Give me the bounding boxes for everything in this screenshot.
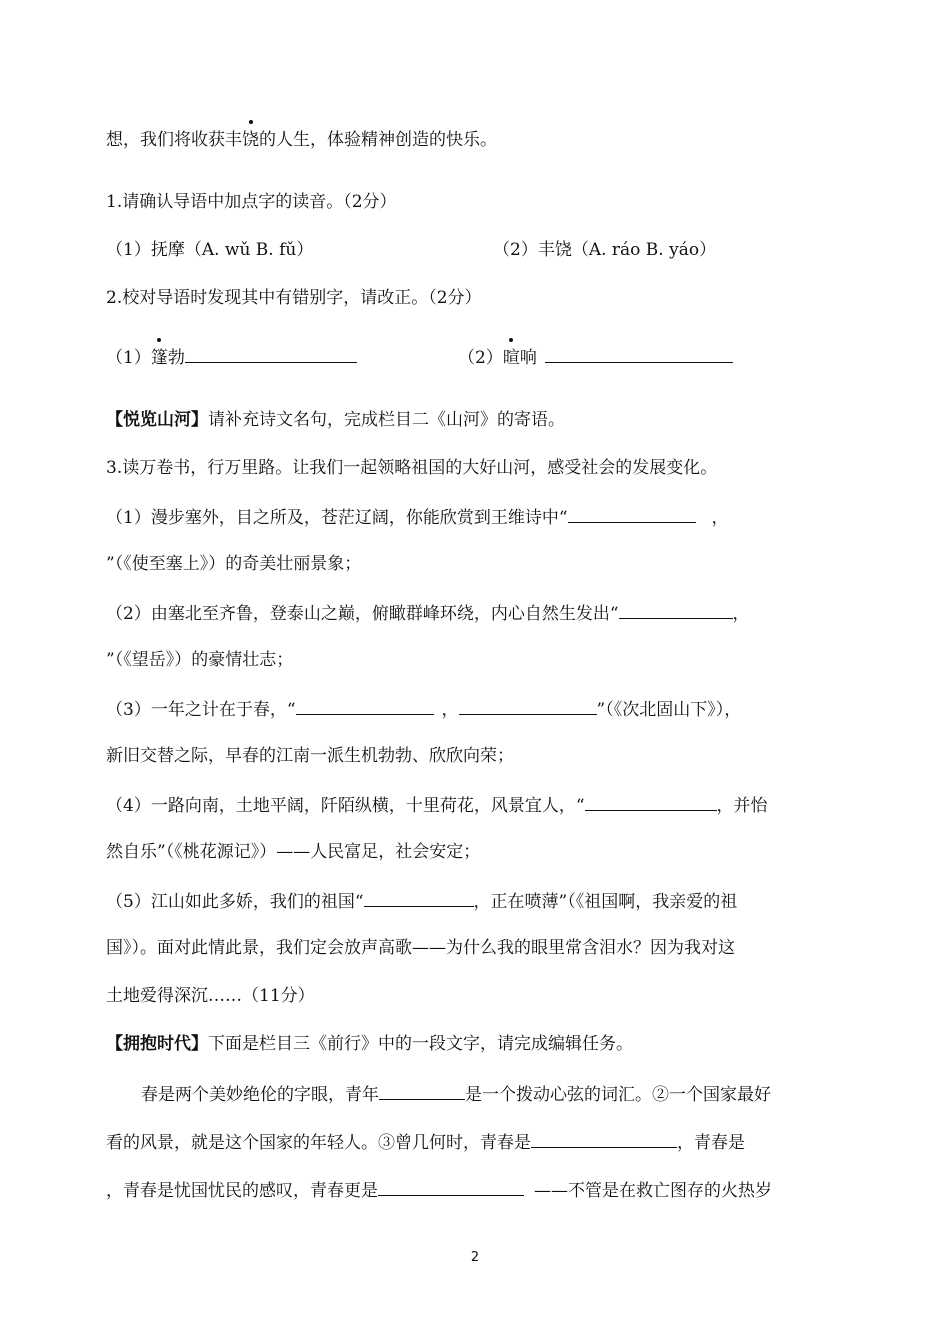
section-3-heading-line (106, 1032, 633, 1056)
question-3-part-3-cont: 新旧交替之际，早春的江南一派生机勃勃、欣欣向荣； (106, 746, 514, 766)
text-segment: （1）漫步塞外，目之所及，苍茫辽阔，你能欣赏到王维诗中“ (106, 508, 568, 528)
text-segment: 看的风景，就是这个国家的年轻人。③曾几何时，青春是 (106, 1133, 531, 1153)
question-3-part-2-cont: ”（《望岳》）的豪情壮志； (106, 650, 294, 670)
question-2-prompt: 2.校对导语时发现其中有错别字，请改正。（2分） (106, 288, 482, 308)
answer-blank[interactable] (568, 504, 696, 523)
dotted-char: 饶 (242, 130, 259, 150)
answer-blank[interactable] (378, 1177, 524, 1196)
question-1-option-1: （1）抚摩（A. wǔ B. fǔ） (106, 240, 314, 260)
item-number: （1） (106, 348, 151, 368)
question-3-part-4-cont: 然自乐”（《桃花源记》）——人民富足，社会安定； (106, 842, 481, 862)
text-segment: ”（《次北固山下》）， (596, 700, 742, 720)
answer-blank[interactable] (364, 888, 474, 907)
text-segment: ，青春是 (677, 1133, 745, 1153)
section-heading: 【拥抱时代】 (106, 1034, 208, 1054)
text-segment: 响 (519, 348, 537, 368)
answer-blank[interactable] (619, 600, 733, 619)
text-segment: ，并怡 (716, 796, 768, 816)
text-segment: 春是两个美妙绝伦的字眼，青年 (141, 1085, 379, 1105)
answer-blank[interactable] (185, 344, 357, 363)
answer-blank[interactable] (459, 696, 597, 715)
text-segment: ， (732, 604, 750, 624)
text-segment: 勃 (167, 348, 185, 368)
question-3-part-3 (106, 696, 741, 722)
text-line-1 (106, 128, 497, 152)
text-segment: ， (441, 700, 459, 720)
section-2-heading-line (106, 408, 565, 432)
question-2-item-2 (458, 344, 733, 370)
question-1-prompt: 1.请确认导语中加点字的读音。（2分） (106, 192, 397, 212)
item-number: （2） (458, 348, 503, 368)
text-segment: （5）江山如此多娇，我们的祖国“ (106, 892, 364, 912)
question-3-part-5-cont: 国》）。面对此情此景，我们定会放声高歌——为什么我的眼里常含泪水？因为我对这 (106, 938, 735, 958)
text-segment: （2）由塞北至齐鲁，登泰山之巅，俯瞰群峰环绕，内心自然生发出“ (106, 604, 619, 624)
text-segment: 的人生，体验精神创造的快乐。 (259, 130, 497, 150)
text-segment: 是一个拨动心弦的词汇。②一个国家最好 (465, 1085, 771, 1105)
question-3-part-2 (106, 600, 750, 626)
paragraph-line-2 (106, 1129, 745, 1155)
page-number: 2 (470, 1250, 480, 1265)
answer-blank[interactable] (296, 696, 434, 715)
answer-blank[interactable] (379, 1081, 465, 1100)
dotted-char: 暄 (502, 348, 520, 368)
question-3-part-4 (106, 792, 768, 818)
question-3-intro: 3.读万卷书，行万里路。让我们一起领略祖国的大好山河，感受社会的发展变化。 (106, 458, 718, 478)
answer-blank[interactable] (545, 344, 733, 363)
text-segment: ，青春是忧国忧民的感叹，青春更是 (106, 1181, 378, 1201)
paragraph-line-3 (106, 1177, 772, 1203)
answer-blank[interactable] (531, 1129, 677, 1148)
text-segment: ，正在喷薄”（《祖国啊，我亲爱的祖 (473, 892, 738, 912)
text-segment: 想，我们将收获丰 (106, 130, 242, 150)
question-1-option-2: （2）丰饶（A. ráo B. yáo） (493, 240, 717, 260)
text-segment: ——不管是在救亡图存的火热岁 (534, 1181, 772, 1201)
question-3-part-5 (106, 888, 737, 914)
text-segment: （4）一路向南，土地平阔，阡陌纵横，十里荷花，风景宜人，“ (106, 796, 585, 816)
paragraph-line-1 (141, 1081, 771, 1107)
question-3-part-1-cont: ”（《使至塞上》）的奇美壮丽景象； (106, 554, 362, 574)
section-text: 下面是栏目三《前行》中的一段文字，请完成编辑任务。 (208, 1034, 633, 1054)
text-segment: （3）一年之计在于春，“ (106, 700, 296, 720)
question-3-part-5-end: 土地爱得深沉……（11分） (106, 986, 315, 1006)
question-2-item-1 (106, 344, 357, 370)
answer-blank[interactable] (585, 792, 717, 811)
question-3-part-1 (106, 504, 729, 530)
section-heading: 【悦览山河】 (106, 410, 208, 430)
dotted-char: 篷 (150, 348, 168, 368)
section-text: 请补充诗文名句，完成栏目二《山河》的寄语。 (208, 410, 565, 430)
text-segment: ， (711, 508, 729, 528)
